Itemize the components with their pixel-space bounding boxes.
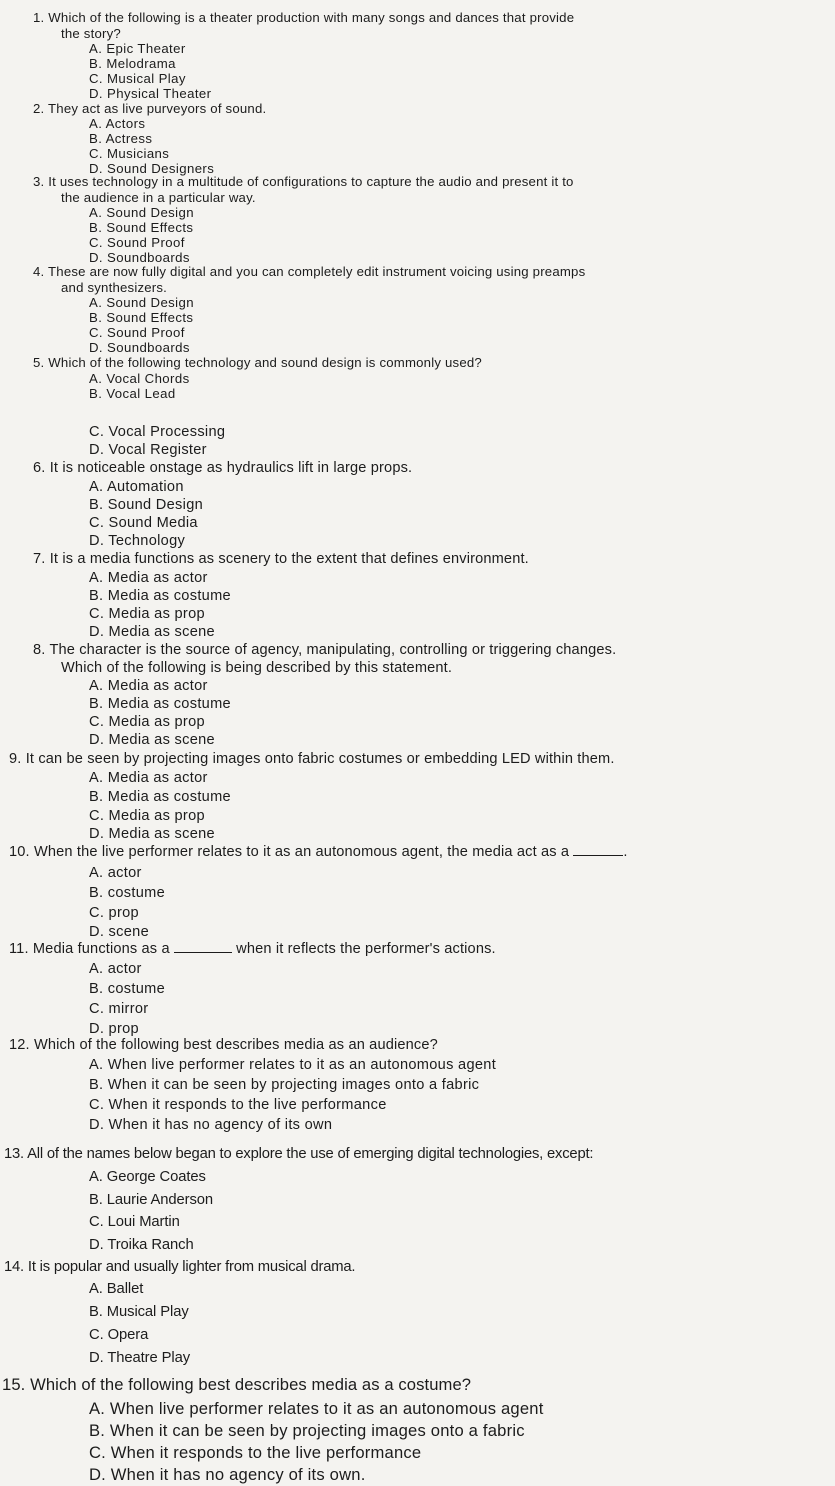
option-11c[interactable]: C. mirror xyxy=(89,1001,149,1017)
option-10a[interactable]: A. actor xyxy=(89,865,142,881)
question-15 xyxy=(2,1375,471,1395)
option-10b[interactable]: B. costume xyxy=(89,885,165,901)
question-11 xyxy=(9,941,496,957)
option-5a[interactable]: A. Vocal Chords xyxy=(89,371,190,386)
question-number: 10. xyxy=(9,844,30,860)
question-8 xyxy=(33,642,616,658)
question-number: 14. xyxy=(4,1259,24,1275)
option-15b[interactable]: B. When it can be seen by projecting images onto a fabric xyxy=(89,1421,525,1440)
option-13d[interactable]: D. Troika Ranch xyxy=(89,1237,194,1253)
question-number: 4. xyxy=(33,264,45,279)
question-number: 6. xyxy=(33,460,46,476)
question-text-after: . xyxy=(623,844,628,860)
option-7b[interactable]: B. Media as costume xyxy=(89,588,231,604)
option-1a[interactable]: A. Epic Theater xyxy=(89,41,186,56)
option-12d[interactable]: D. When it has no agency of its own xyxy=(89,1117,333,1133)
question-8-continued: Which of the following is being described by this statement. xyxy=(61,660,453,676)
option-8a[interactable]: A. Media as actor xyxy=(89,678,208,694)
option-8b[interactable]: B. Media as costume xyxy=(89,696,231,712)
option-13c[interactable]: C. Loui Martin xyxy=(89,1214,180,1230)
question-text: It is noticeable onstage as hydraulics lift in large props. xyxy=(49,460,413,476)
option-10d[interactable]: D. scene xyxy=(89,924,149,940)
question-4 xyxy=(33,264,585,279)
question-text: It uses technology in a multitude of configurations to capture the audio and present it to xyxy=(48,174,574,189)
option-4d[interactable]: D. Soundboards xyxy=(89,340,190,355)
option-6c[interactable]: C. Sound Media xyxy=(89,515,198,531)
option-11b[interactable]: B. costume xyxy=(89,981,165,997)
option-2c[interactable]: C. Musicians xyxy=(89,146,170,161)
option-9b[interactable]: B. Media as costume xyxy=(89,789,231,805)
option-14b[interactable]: B. Musical Play xyxy=(89,1304,189,1320)
question-text: They act as live purveyors of sound. xyxy=(48,101,267,116)
option-5c[interactable]: C. Vocal Processing xyxy=(89,424,226,440)
option-4a[interactable]: A. Sound Design xyxy=(89,295,194,310)
question-text: The character is the source of agency, manipulating, controlling or triggering changes. xyxy=(49,642,617,658)
option-15d[interactable]: D. When it has no agency of its own. xyxy=(89,1465,366,1484)
option-7d[interactable]: D. Media as scene xyxy=(89,624,215,640)
option-14c[interactable]: C. Opera xyxy=(89,1327,149,1343)
option-15c[interactable]: C. When it responds to the live performance xyxy=(89,1443,422,1462)
option-12a[interactable]: A. When live performer relates to it as an autonomous agent xyxy=(89,1057,497,1073)
option-3a[interactable]: A. Sound Design xyxy=(89,205,194,220)
answer-blank[interactable] xyxy=(573,854,623,856)
option-3b[interactable]: B. Sound Effects xyxy=(89,220,194,235)
question-10 xyxy=(9,844,628,860)
question-number: 1. xyxy=(33,10,45,25)
question-1-continued: the story? xyxy=(61,26,121,41)
option-9c[interactable]: C. Media as prop xyxy=(89,808,205,824)
question-3 xyxy=(33,174,574,189)
question-text: Which of the following technology and sound design is commonly used? xyxy=(48,355,482,370)
option-4c[interactable]: C. Sound Proof xyxy=(89,325,185,340)
question-1 xyxy=(33,10,574,25)
option-8c[interactable]: C. Media as prop xyxy=(89,714,205,730)
option-14d[interactable]: D. Theatre Play xyxy=(89,1350,191,1366)
question-13 xyxy=(4,1146,593,1162)
option-5d[interactable]: D. Vocal Register xyxy=(89,442,207,458)
question-number: 9. xyxy=(9,751,22,767)
question-number: 13. xyxy=(4,1146,24,1162)
question-text: When the live performer relates to it as an autonomous agent, the media act as a xyxy=(33,844,570,860)
question-number: 2. xyxy=(33,101,45,116)
option-15a[interactable]: A. When live performer relates to it as an autonomous agent xyxy=(89,1399,544,1418)
option-12c[interactable]: C. When it responds to the live performance xyxy=(89,1097,387,1113)
question-4-continued: and synthesizers. xyxy=(61,280,168,295)
option-8d[interactable]: D. Media as scene xyxy=(89,732,215,748)
option-1c[interactable]: C. Musical Play xyxy=(89,71,186,86)
option-2b[interactable]: B. Actress xyxy=(89,131,153,146)
question-2 xyxy=(33,101,266,116)
question-text: It is popular and usually lighter from musical drama. xyxy=(27,1259,356,1275)
question-12 xyxy=(9,1037,438,1053)
question-text: Which of the following best describes media as an audience? xyxy=(33,1037,438,1053)
option-13b[interactable]: B. Laurie Anderson xyxy=(89,1192,214,1208)
option-6a[interactable]: A. Automation xyxy=(89,479,184,495)
question-9 xyxy=(9,751,615,767)
option-11a[interactable]: A. actor xyxy=(89,961,142,977)
option-3c[interactable]: C. Sound Proof xyxy=(89,235,185,250)
option-9a[interactable]: A. Media as actor xyxy=(89,770,208,786)
option-14a[interactable]: A. Ballet xyxy=(89,1281,144,1297)
question-number: 15. xyxy=(2,1375,26,1394)
option-13a[interactable]: A. George Coates xyxy=(89,1169,206,1185)
question-3-continued: the audience in a particular way. xyxy=(61,190,256,205)
question-6 xyxy=(33,460,412,476)
question-number: 11. xyxy=(9,941,29,957)
option-2a[interactable]: A. Actors xyxy=(89,116,146,131)
option-7c[interactable]: C. Media as prop xyxy=(89,606,205,622)
option-2d[interactable]: D. Sound Designers xyxy=(89,161,215,176)
question-5 xyxy=(33,355,482,370)
question-7 xyxy=(33,551,529,567)
option-9d[interactable]: D. Media as scene xyxy=(89,826,215,842)
option-7a[interactable]: A. Media as actor xyxy=(89,570,208,586)
option-6b[interactable]: B. Sound Design xyxy=(89,497,204,513)
option-1d[interactable]: D. Physical Theater xyxy=(89,86,212,101)
option-5b[interactable]: B. Vocal Lead xyxy=(89,386,176,401)
question-text: It is a media functions as scenery to the extent that defines environment. xyxy=(49,551,529,567)
option-1b[interactable]: B. Melodrama xyxy=(89,56,176,71)
question-text-after: when it reflects the performer's actions. xyxy=(236,941,496,957)
question-number: 12. xyxy=(9,1037,30,1053)
question-number: 8. xyxy=(33,642,46,658)
question-text: Media functions as a xyxy=(32,941,170,957)
question-text: These are now fully digital and you can completely edit instrument voicing using preamps xyxy=(48,264,586,279)
question-text: Which of the following is a theater production with many songs and dances that provide xyxy=(48,10,575,25)
question-text: All of the names below began to explore the use of emerging digital technologies, except: xyxy=(27,1146,594,1162)
question-number: 3. xyxy=(33,174,45,189)
option-11d[interactable]: D. prop xyxy=(89,1021,139,1037)
question-number: 7. xyxy=(33,551,46,567)
question-number: 5. xyxy=(33,355,45,370)
question-14 xyxy=(4,1259,355,1275)
question-text: It can be seen by projecting images onto fabric costumes or embedding LED within them. xyxy=(25,751,615,767)
option-4b[interactable]: B. Sound Effects xyxy=(89,310,194,325)
question-text: Which of the following best describes media as a costume? xyxy=(30,1375,472,1394)
answer-blank[interactable] xyxy=(174,951,232,953)
option-3d[interactable]: D. Soundboards xyxy=(89,250,190,265)
option-6d[interactable]: D. Technology xyxy=(89,533,186,549)
option-12b[interactable]: B. When it can be seen by projecting images onto a fabric xyxy=(89,1077,480,1093)
option-10c[interactable]: C. prop xyxy=(89,905,139,921)
